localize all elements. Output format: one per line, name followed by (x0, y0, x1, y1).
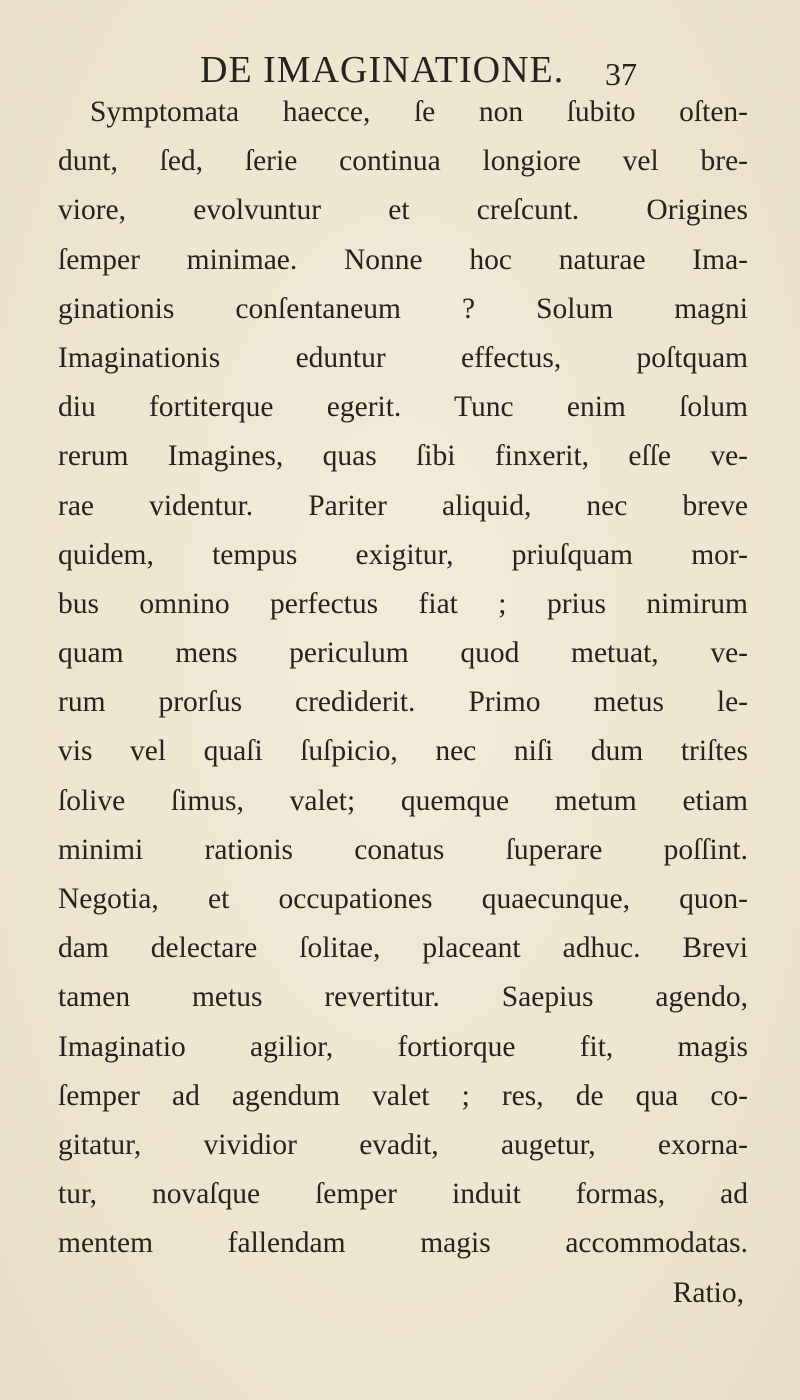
text-line: mentem fallendam magis accommodatas. (58, 1227, 748, 1260)
text-line: dam delectare ſolitae, placeant adhuc. Brevi (58, 932, 748, 965)
catchword: Ratio, (672, 1276, 744, 1309)
running-head: DE IMAGINATIONE. (200, 49, 565, 91)
text-line: quam mens periculum quod metuat, ve- (58, 637, 748, 670)
text-line: rerum Imagines, quas ſibi finxerit, eſſe ve- (58, 440, 748, 473)
text-line: dunt, ſed, ſerie continua longiore vel bre- (58, 145, 748, 178)
text-line: Imaginatio agilior, fortiorque fit, magis (58, 1030, 748, 1063)
text-line: Imaginationis eduntur effectus, poſtquam (58, 341, 748, 374)
text-line: bus omnino perfectus fiat ; prius nimirum (58, 587, 748, 620)
text-line: Negotia, et occupationes quaecunque, quon- (58, 883, 748, 915)
text-line: diu fortiterque egerit. Tunc enim ſolum (58, 391, 748, 424)
text-line: ſemper minimae. Nonne hoc naturae Ima- (58, 243, 748, 276)
text-line: ſolive ſimus, valet; quemque metum etiam (58, 784, 748, 817)
text-line: viore, evolvuntur et creſcunt. Origines (58, 194, 748, 227)
text-line: ſemper ad agendum valet ; res, de qua co- (58, 1079, 748, 1112)
text-line: vis vel quaſi ſuſpicio, nec niſi dum triſtes (58, 735, 748, 768)
text-line: rum prorſus crediderit. Primo metus le- (58, 686, 748, 719)
text-line: gitatur, vividior evadit, augetur, exorna- (58, 1128, 748, 1161)
text-line: minimi rationis conatus ſuperare poſſint. (58, 833, 748, 866)
text-line: Symptomata haecce, ſe non ſubito oſten- (90, 96, 748, 128)
text-line: ginationis conſentaneum ? Solum magni (58, 292, 748, 325)
text-line: tur, novaſque ſemper induit formas, ad (58, 1178, 748, 1211)
body-text (58, 88, 748, 1318)
text-line: rae videntur. Pariter aliquid, nec breve (58, 489, 748, 522)
text-line: quidem, tempus exigitur, priuſquam mor- (58, 538, 748, 571)
text-line: tamen metus revertitur. Saepius agendo, (58, 981, 748, 1014)
page-number: 37 (605, 56, 637, 92)
